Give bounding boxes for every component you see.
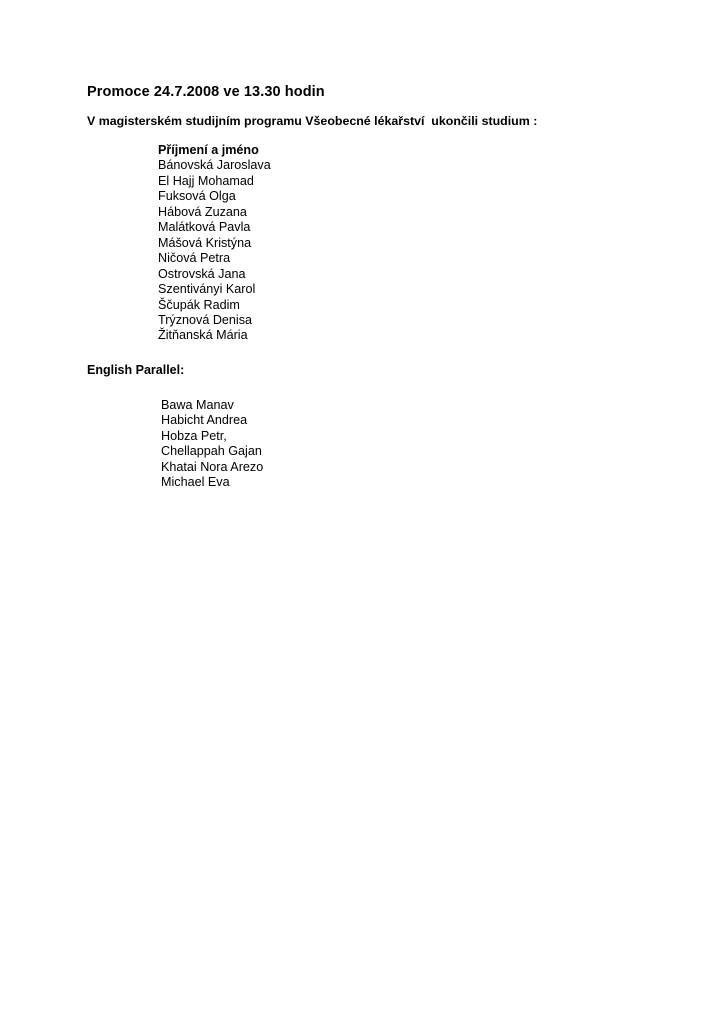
document-title: Promoce 24.7.2008 ve 13.30 hodin — [87, 84, 325, 100]
graduate-name: Bawa Manav — [161, 398, 234, 412]
graduate-name: Trýznová Denisa — [158, 312, 253, 327]
graduate-name: Szentiványi Karol — [158, 282, 256, 297]
graduate-name: Malátková Pavla — [158, 220, 251, 235]
graduates-list-header: Příjmení a jméno — [158, 143, 259, 157]
graduate-name: El Hajj Mohamad — [158, 173, 254, 188]
graduate-name: Ščupák Radim — [158, 297, 240, 312]
graduate-name: Khatai Nora Arezo — [161, 459, 264, 474]
graduate-name: Žitňanská Mária — [158, 328, 248, 343]
graduate-name: Chellappah Gajan — [161, 444, 262, 459]
graduates-list — [158, 143, 271, 344]
english-parallel-list — [161, 398, 263, 491]
graduate-name: Hábová Zuzana — [158, 204, 247, 219]
graduate-name: Ničová Petra — [158, 251, 231, 266]
graduate-name: Hobza Petr, — [161, 428, 227, 443]
english-parallel-heading: English Parallel: — [87, 363, 185, 377]
document-subtitle: V magisterském studijním programu Všeobecné lékařství ukončili studium : — [87, 114, 538, 128]
graduate-name: Habicht Andrea — [161, 413, 248, 428]
graduate-name: Ostrovská Jana — [158, 266, 246, 281]
graduate-name: Michael Eva — [161, 475, 230, 490]
graduate-name: Fuksová Olga — [158, 189, 236, 204]
graduate-name: Mášová Kristýna — [158, 235, 252, 250]
graduate-name: Bánovská Jaroslava — [158, 158, 271, 173]
